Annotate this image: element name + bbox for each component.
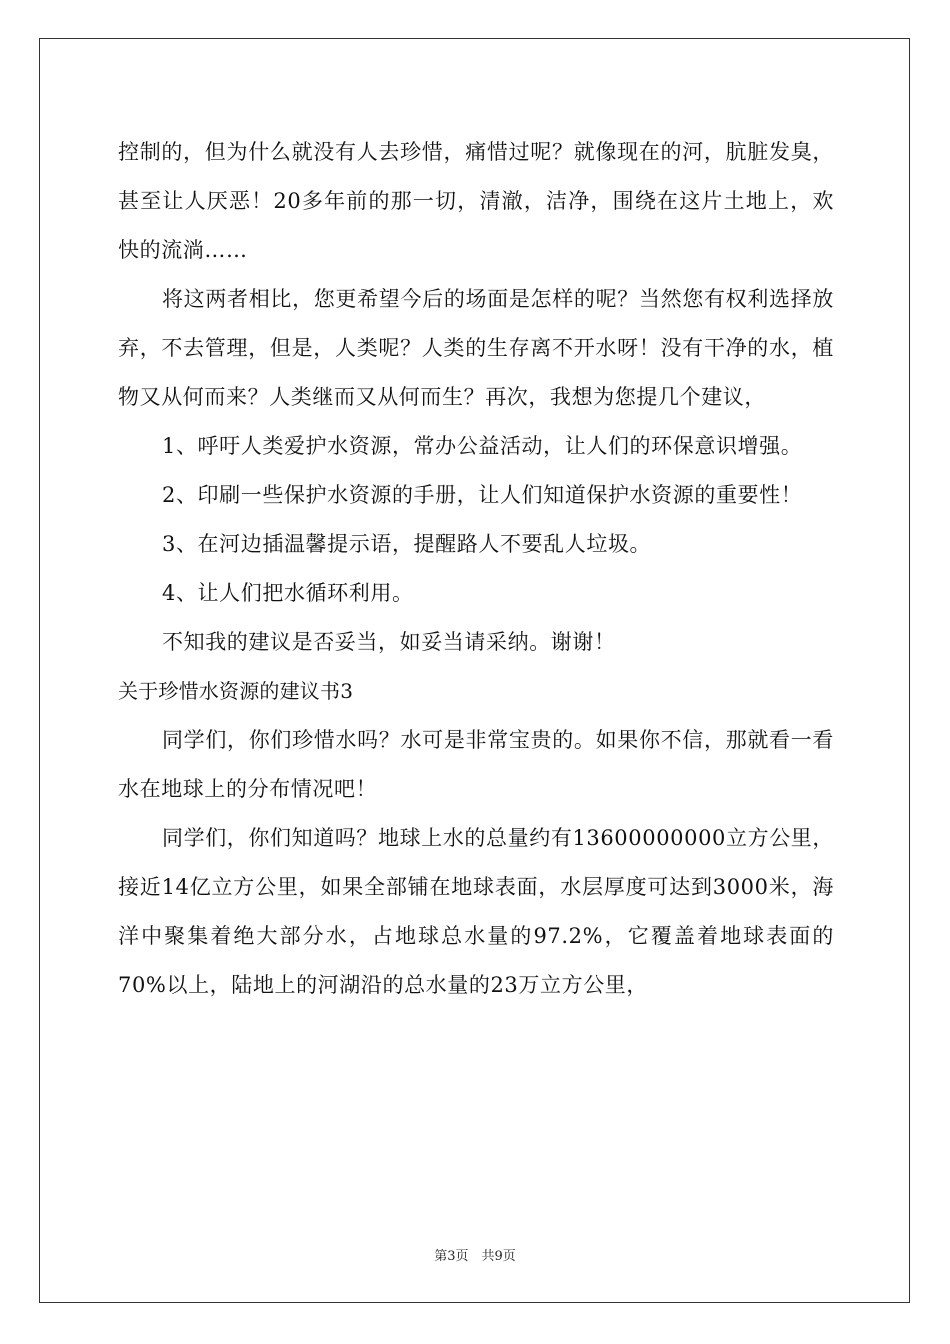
paragraph: 同学们，你们珍惜水吗？水可是非常宝贵的。如果你不信，那就看一看水在地球上的分布情况吧！ [118, 728, 834, 801]
list-item: 2、印刷一些保护水资源的手册，让人们知道保护水资源的重要性！ [162, 483, 803, 507]
list-item: 4、让人们把水循环利用。 [162, 581, 414, 605]
section-heading: 关于珍惜水资源的建议书3 [118, 679, 354, 703]
list-item: 3、在河边插温馨提示语，提醒路人不要乱人垃圾。 [162, 532, 652, 556]
paragraph: 同学们，你们知道吗？地球上水的总量约有13600000000立方公里，接近14亿立方公里，如果全部铺在地球表面，水层厚度可达到3000米，海洋中聚集着绝大部分水，占地球总水量的97.2%，它覆盖着地球表面的70%以上，陆地上的河湖沿的总水量的23万立方公里， [118, 826, 834, 997]
document-body [118, 128, 834, 1010]
page-number: 第3页 共9页 [434, 1249, 516, 1264]
paragraph: 控制的，但为什么就没有人去珍惜，痛惜过呢？就像现在的河，肮脏发臭，甚至让人厌恶！20多年前的那一切，清澈，洁净，围绕在这片土地上，欢快的流淌…… [118, 140, 834, 262]
list-item: 1、呼吁人类爱护水资源，常办公益活动，让人们的环保意识增强。 [162, 434, 803, 458]
paragraph: 将这两者相比，您更希望今后的场面是怎样的呢？当然您有权利选择放弃，不去管理，但是，人类呢？人类的生存离不开水呀！没有干净的水，植物又从何而来？人类继而又从何而生？再次，我想为您提几个建议， [118, 287, 834, 409]
paragraph: 不知我的建议是否妥当，如妥当请采纳。谢谢！ [162, 630, 616, 654]
